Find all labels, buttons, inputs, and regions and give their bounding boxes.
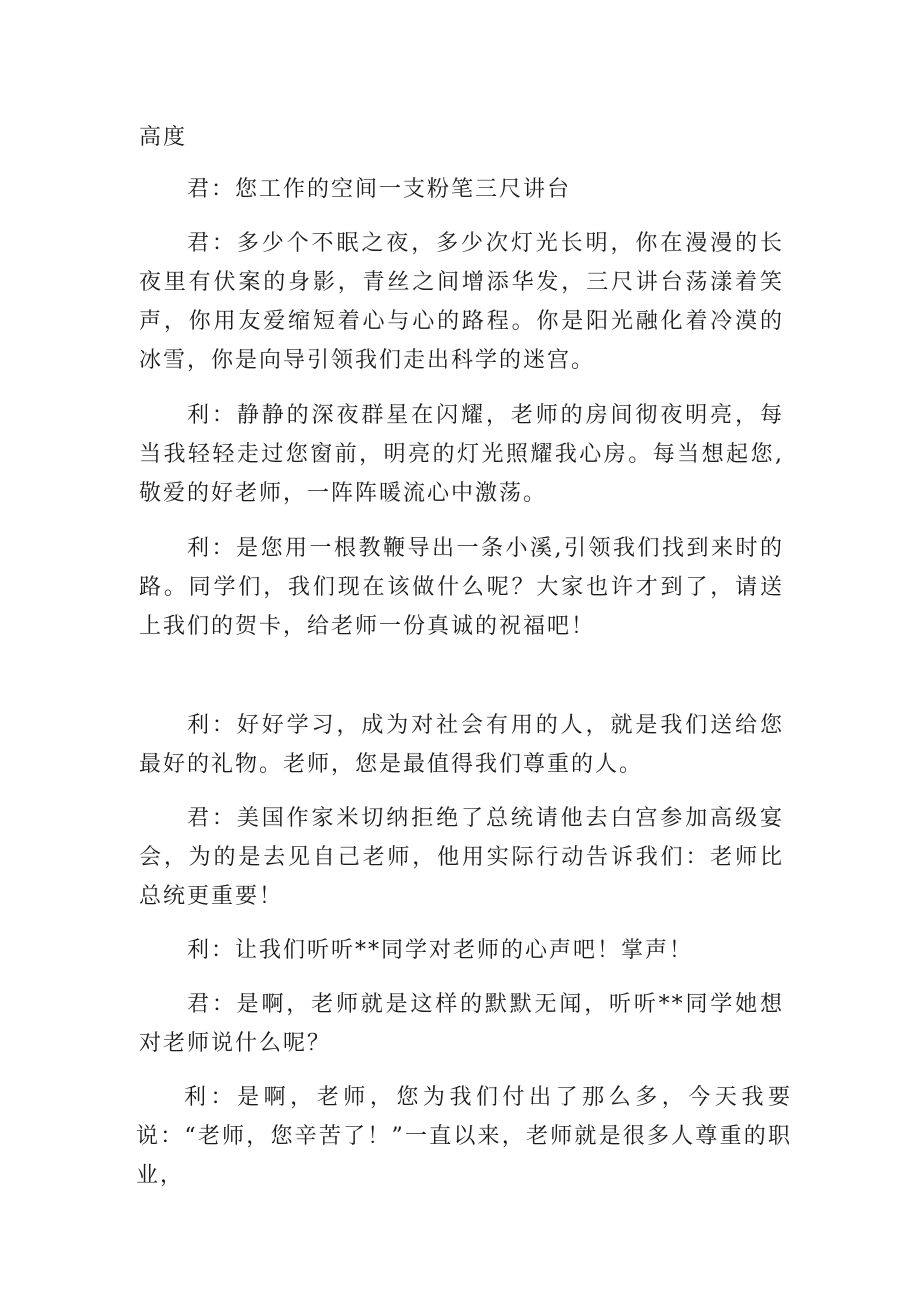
- paragraph-dialogue: 利：让我们听听**同学对老师的心声吧！掌声！: [187, 938, 694, 963]
- paragraph-dialogue: 利：静静的深夜群星在闪耀，老师的房间彻夜明亮，每当我轻轻走过您窗前，明亮的灯光照耀我心房。每当想起您,敬爱的好老师，一阵阵暖流心中激荡。: [139, 403, 784, 506]
- paragraph-dialogue: 君：多少个不眠之夜，多少次灯光长明，你在漫漫的长夜里有伏案的身影，青丝之间增添华发，三尺讲台荡漾着笑声，你用友爱缩短着心与心的路程。你是阳光融化着冷漠的冰雪，你是向导引领我们走出科学的迷宫。: [139, 231, 784, 373]
- paragraph-dialogue: 君：是啊，老师就是这样的默默无闻，听听**同学她想对老师说什么呢？: [139, 992, 784, 1056]
- paragraph-dialogue: 君：美国作家米切纳拒绝了总统请他去白宫参加高级宴会，为的是去见自己老师，他用实际行动告诉我们：老师比总统更重要！: [139, 806, 784, 909]
- paragraph-heading-fragment: 高度: [139, 125, 188, 150]
- paragraph-dialogue: 利：好好学习，成为对社会有用的人，就是我们送给您最好的礼物。老师，您是最值得我们尊重的人。: [139, 713, 784, 777]
- paragraph-dialogue: 利：是啊，老师，您为我们付出了那么多，今天我要说：“老师，您辛苦了！”一直以来，老师就是很多人尊重的职业，: [136, 1085, 792, 1188]
- paragraph-dialogue: 利：是您用一根教鞭导出一条小溪,引领我们找到来时的路。同学们，我们现在该做什么呢？大家也许才到了，请送上我们的贺卡，给老师一份真诚的祝福吧！: [139, 536, 784, 639]
- paragraph-dialogue: 君：您工作的空间一支粉笔三尺讲台: [187, 177, 572, 202]
